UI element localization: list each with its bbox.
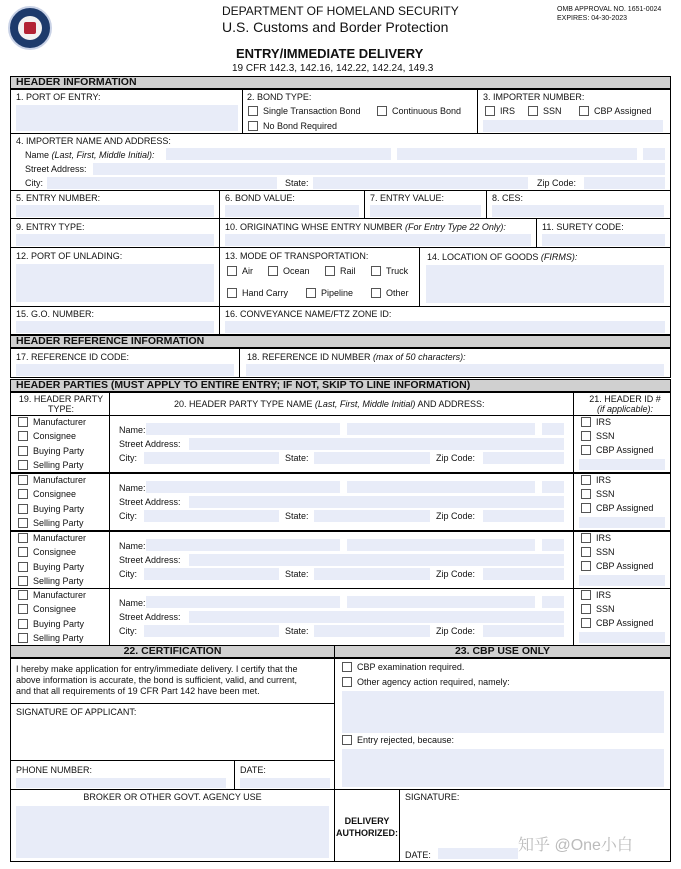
mode-rail-checkbox[interactable]: Rail bbox=[325, 266, 356, 276]
party-street-input[interactable] bbox=[189, 611, 564, 623]
party-zip-input[interactable] bbox=[483, 625, 564, 637]
port-of-entry-cell bbox=[10, 89, 243, 134]
importer-name-sublabel: Name (Last, First, Middle Initial): bbox=[25, 150, 155, 160]
party-cbp-checkbox[interactable]: CBP Assigned bbox=[581, 561, 653, 571]
phone-cell bbox=[10, 760, 235, 790]
entry-type-cell bbox=[10, 218, 220, 248]
party-first-name-input[interactable] bbox=[347, 423, 535, 435]
party-street-input[interactable] bbox=[189, 496, 564, 508]
party-mi-input[interactable] bbox=[542, 596, 564, 608]
ref-id-code-cell bbox=[10, 348, 240, 378]
importer-number-label: 3. IMPORTER NUMBER: bbox=[483, 92, 585, 102]
importer-mi-input[interactable] bbox=[643, 148, 665, 160]
party-ssn-checkbox[interactable]: SSN bbox=[581, 489, 615, 499]
party-state-input[interactable] bbox=[314, 452, 430, 464]
party-type-cell bbox=[10, 588, 110, 647]
cbp-date-label: DATE: bbox=[405, 850, 431, 860]
party-role-checkbox[interactable]: Manufacturer bbox=[18, 590, 86, 600]
watermark: 知乎 @One小白 bbox=[518, 837, 633, 854]
broker-cell bbox=[10, 789, 335, 862]
ces-label: 8. CES: bbox=[492, 193, 524, 203]
cbp-other-checkbox[interactable]: Other agency action required, namely: bbox=[342, 677, 510, 687]
party-cbp-checkbox[interactable]: CBP Assigned bbox=[581, 618, 653, 628]
party-role-checkbox[interactable]: Manufacturer bbox=[18, 475, 86, 485]
surety-input[interactable] bbox=[542, 234, 665, 246]
cbp-other-input[interactable] bbox=[342, 691, 664, 733]
importer-irs-checkbox[interactable]: IRS bbox=[485, 106, 515, 116]
party-role-checkbox[interactable]: Buying Party bbox=[18, 504, 84, 514]
party-address-cell: Name: Street Address: City: State: Zip Code: bbox=[109, 531, 574, 589]
importer-first-name-input[interactable] bbox=[397, 148, 637, 160]
party-role-checkbox[interactable]: Manufacturer bbox=[18, 417, 86, 427]
party-city-input[interactable] bbox=[144, 510, 279, 522]
orig-whse-label: 10. ORIGINATING WHSE ENTRY NUMBER (For Entry Type 22 Only): bbox=[225, 222, 506, 232]
form-title: ENTRY/IMMEDIATE DELIVERY bbox=[236, 46, 424, 61]
party-role-checkbox[interactable]: Selling Party bbox=[18, 633, 84, 643]
go-number-input[interactable] bbox=[16, 321, 214, 333]
delivery-label-1: DELIVERY bbox=[344, 816, 390, 826]
ces-input[interactable] bbox=[492, 205, 664, 217]
party-id-cell bbox=[573, 473, 671, 531]
phone-label: PHONE NUMBER: bbox=[16, 765, 93, 775]
port-unlading-label: 12. PORT OF UNLADING: bbox=[16, 251, 123, 261]
party-role-checkbox[interactable]: Buying Party bbox=[18, 446, 84, 456]
section-header-reference: HEADER REFERENCE INFORMATION bbox=[10, 335, 671, 348]
certification-text-cell bbox=[10, 658, 335, 704]
broker-input[interactable] bbox=[16, 806, 329, 858]
party-id-cell bbox=[573, 531, 671, 589]
mode-air-checkbox[interactable]: Air bbox=[227, 266, 253, 276]
importer-state-label: State: bbox=[285, 178, 309, 188]
party-street-input[interactable] bbox=[189, 554, 564, 566]
cbp-date-input[interactable] bbox=[438, 848, 518, 859]
section-header-information: HEADER INFORMATION bbox=[10, 76, 671, 89]
importer-city-label: City: bbox=[25, 178, 43, 188]
location-label: 14. LOCATION OF GOODS (FIRMS): bbox=[427, 252, 578, 262]
section-header-parties: HEADER PARTIES (MUST APPLY TO ENTIRE ENTRY; IF NOT, SKIP TO LINE INFORMATION) bbox=[10, 379, 671, 392]
cert-date-input[interactable] bbox=[240, 778, 330, 788]
party-irs-checkbox[interactable]: IRS bbox=[581, 533, 611, 543]
entry-type-input[interactable] bbox=[16, 234, 214, 246]
cert-date-label: DATE: bbox=[240, 765, 266, 775]
cert-line-1: I hereby make application for entry/immediate delivery. I certify that the bbox=[16, 664, 298, 674]
importer-number-cell bbox=[477, 89, 671, 134]
entry-value-label: 7. ENTRY VALUE: bbox=[370, 193, 445, 203]
port-unlading-cell bbox=[10, 247, 220, 307]
entry-value-input[interactable] bbox=[370, 205, 481, 217]
orig-whse-cell bbox=[219, 218, 537, 248]
signature-applicant-cell bbox=[10, 703, 335, 761]
port-of-entry-input[interactable] bbox=[16, 105, 238, 131]
agency-bureau: U.S. Customs and Border Protection bbox=[222, 19, 449, 35]
mode-cell bbox=[219, 247, 420, 307]
cbp-rejected-checkbox[interactable]: Entry rejected, because: bbox=[342, 735, 454, 745]
bond-type-cell bbox=[242, 89, 478, 134]
party-type-head: 19. HEADER PARTY TYPE: bbox=[10, 392, 110, 416]
importer-city-input[interactable] bbox=[47, 177, 277, 189]
importer-street-label: Street Address: bbox=[25, 164, 87, 174]
go-number-cell bbox=[10, 306, 220, 335]
form-cfr: 19 CFR 142.3, 142.16, 142.22, 142.24, 149.3 bbox=[232, 63, 434, 74]
mode-other-checkbox[interactable]: Other bbox=[371, 288, 409, 298]
party-role-checkbox[interactable]: Consignee bbox=[18, 604, 76, 614]
bond-none-checkbox[interactable]: No Bond Required bbox=[248, 121, 337, 131]
party-mi-input[interactable] bbox=[542, 539, 564, 551]
omb-expires: EXPIRES: 04-30-2023 bbox=[557, 15, 628, 22]
ref-id-number-input[interactable] bbox=[246, 364, 664, 376]
ref-id-code-label: 17. REFERENCE ID CODE: bbox=[16, 352, 130, 362]
importer-ssn-checkbox[interactable]: SSN bbox=[528, 106, 562, 116]
entry-number-input[interactable] bbox=[16, 205, 214, 217]
party-zip-input[interactable] bbox=[483, 510, 564, 522]
bond-value-input[interactable] bbox=[225, 205, 359, 217]
bond-value-label: 6. BOND VALUE: bbox=[225, 193, 295, 203]
conveyance-input[interactable] bbox=[225, 321, 665, 333]
signature-applicant-label: SIGNATURE OF APPLICANT: bbox=[16, 707, 137, 717]
dhs-seal-logo bbox=[8, 6, 52, 50]
party-ssn-checkbox[interactable]: SSN bbox=[581, 547, 615, 557]
entry-number-label: 5. ENTRY NUMBER: bbox=[16, 193, 101, 203]
orig-whse-input[interactable] bbox=[225, 234, 531, 246]
cert-line-2: above information is accurate, the bond is sufficient, valid, and current, bbox=[16, 675, 297, 685]
phone-input[interactable] bbox=[16, 778, 226, 788]
party-state-input[interactable] bbox=[314, 568, 430, 580]
cbp-rejected-input[interactable] bbox=[342, 749, 664, 787]
party-role-checkbox[interactable]: Selling Party bbox=[18, 460, 84, 470]
port-unlading-input[interactable] bbox=[16, 264, 214, 302]
party-role-checkbox[interactable]: Selling Party bbox=[18, 576, 84, 586]
cert-line-3: and that all requirements of 19 CFR Part 142 have been met. bbox=[16, 686, 260, 696]
party-first-name-input[interactable] bbox=[347, 539, 535, 551]
omb-approval: OMB APPROVAL NO. 1651-0024 bbox=[557, 6, 662, 13]
party-irs-checkbox[interactable]: IRS bbox=[581, 475, 611, 485]
party-last-name-input[interactable] bbox=[146, 423, 340, 435]
party-cbp-checkbox[interactable]: CBP Assigned bbox=[581, 445, 653, 455]
mode-ocean-checkbox[interactable]: Ocean bbox=[268, 266, 310, 276]
party-role-checkbox[interactable]: Manufacturer bbox=[18, 533, 86, 543]
party-city-input[interactable] bbox=[144, 452, 279, 464]
ref-id-number-cell bbox=[239, 348, 671, 378]
party-ssn-checkbox[interactable]: SSN bbox=[581, 604, 615, 614]
party-ssn-checkbox[interactable]: SSN bbox=[581, 431, 615, 441]
party-id-input[interactable] bbox=[579, 517, 665, 528]
party-irs-checkbox[interactable]: IRS bbox=[581, 590, 611, 600]
conveyance-cell bbox=[219, 306, 671, 335]
header-id-head: 21. HEADER ID # (if applicable): bbox=[573, 392, 671, 416]
party-first-name-input[interactable] bbox=[347, 596, 535, 608]
delivery-label-2: AUTHORIZED: bbox=[336, 828, 398, 838]
party-id-cell bbox=[573, 415, 671, 473]
party-address-cell: Name: Street Address: City: State: Zip Code: bbox=[109, 473, 574, 531]
party-role-checkbox[interactable]: Consignee bbox=[18, 489, 76, 499]
party-zip-input[interactable] bbox=[483, 452, 564, 464]
party-last-name-input[interactable] bbox=[146, 596, 340, 608]
ref-id-code-input[interactable] bbox=[16, 364, 234, 376]
party-type-cell bbox=[10, 415, 110, 473]
party-id-input[interactable] bbox=[579, 459, 665, 470]
entry-value-cell bbox=[364, 190, 487, 219]
surety-label: 11. SURETY CODE: bbox=[542, 222, 624, 232]
party-name-head: 20. HEADER PARTY TYPE NAME (Last, First, Middle Initial) AND ADDRESS: bbox=[109, 392, 574, 416]
ref-id-number-label: 18. REFERENCE ID NUMBER (max of 50 characters): bbox=[247, 352, 466, 362]
party-type-cell bbox=[10, 473, 110, 531]
party-last-name-input[interactable] bbox=[146, 539, 340, 551]
location-input[interactable] bbox=[426, 265, 664, 303]
party-first-name-input[interactable] bbox=[347, 481, 535, 493]
mode-label: 13. MODE OF TRANSPORTATION: bbox=[225, 251, 369, 261]
importer-name-label: 4. IMPORTER NAME AND ADDRESS: bbox=[16, 136, 171, 146]
mode-truck-checkbox[interactable]: Truck bbox=[371, 266, 408, 276]
importer-number-input[interactable] bbox=[483, 120, 663, 132]
go-number-label: 15. G.O. NUMBER: bbox=[16, 309, 95, 319]
bond-value-cell bbox=[219, 190, 365, 219]
party-mi-input[interactable] bbox=[542, 481, 564, 493]
entry-type-label: 9. ENTRY TYPE: bbox=[16, 222, 85, 232]
party-type-cell bbox=[10, 531, 110, 589]
mode-pipeline-checkbox[interactable]: Pipeline bbox=[306, 288, 353, 298]
surety-cell bbox=[536, 218, 671, 248]
bond-single-checkbox[interactable]: Single Transaction Bond bbox=[248, 106, 361, 116]
party-id-input[interactable] bbox=[579, 632, 665, 643]
cert-date-cell bbox=[234, 760, 335, 790]
importer-street-input[interactable] bbox=[93, 163, 665, 175]
broker-label: BROKER OR OTHER GOVT. AGENCY USE bbox=[83, 792, 262, 802]
mode-handcarry-checkbox[interactable]: Hand Carry bbox=[227, 288, 288, 298]
port-of-entry-label: 1. PORT OF ENTRY: bbox=[16, 92, 101, 102]
party-id-input[interactable] bbox=[579, 575, 665, 586]
importer-name-cell bbox=[10, 133, 671, 191]
party-city-input[interactable] bbox=[144, 625, 279, 637]
bond-type-label: 2. BOND TYPE: bbox=[247, 92, 312, 102]
conveyance-label: 16. CONVEYANCE NAME/FTZ ZONE ID: bbox=[225, 309, 392, 319]
party-id-cell bbox=[573, 588, 671, 647]
importer-state-input[interactable] bbox=[313, 177, 528, 189]
importer-zip-input[interactable] bbox=[584, 177, 665, 189]
importer-zip-label: Zip Code: bbox=[537, 178, 577, 188]
party-street-input[interactable] bbox=[189, 438, 564, 450]
party-state-input[interactable] bbox=[314, 510, 430, 522]
location-cell bbox=[419, 247, 671, 307]
party-mi-input[interactable] bbox=[542, 423, 564, 435]
party-irs-checkbox[interactable]: IRS bbox=[581, 417, 611, 427]
party-role-checkbox[interactable]: Selling Party bbox=[18, 518, 84, 528]
importer-cbp-checkbox[interactable]: CBP Assigned bbox=[579, 106, 651, 116]
section-certification: 22. CERTIFICATION bbox=[10, 645, 335, 658]
agency-dept: DEPARTMENT OF HOMELAND SECURITY bbox=[222, 4, 459, 18]
party-address-cell: Name: Street Address: City: State: Zip Code: bbox=[109, 415, 574, 473]
importer-last-name-input[interactable] bbox=[166, 148, 391, 160]
cbp-exam-checkbox[interactable]: CBP examination required. bbox=[342, 662, 464, 672]
party-zip-input[interactable] bbox=[483, 568, 564, 580]
party-cbp-checkbox[interactable]: CBP Assigned bbox=[581, 503, 653, 513]
bond-continuous-checkbox[interactable]: Continuous Bond bbox=[377, 106, 461, 116]
party-role-checkbox[interactable]: Buying Party bbox=[18, 562, 84, 572]
party-role-checkbox[interactable]: Consignee bbox=[18, 431, 76, 441]
party-address-cell: Name: Street Address: City: State: Zip Code: bbox=[109, 588, 574, 647]
party-role-checkbox[interactable]: Consignee bbox=[18, 547, 76, 557]
section-cbp-use: 23. CBP USE ONLY bbox=[334, 645, 671, 658]
cbp-signature-label: SIGNATURE: bbox=[405, 792, 460, 802]
entry-number-cell bbox=[10, 190, 220, 219]
party-last-name-input[interactable] bbox=[146, 481, 340, 493]
party-state-input[interactable] bbox=[314, 625, 430, 637]
party-role-checkbox[interactable]: Buying Party bbox=[18, 619, 84, 629]
cbp-use-cell bbox=[334, 658, 671, 790]
party-city-input[interactable] bbox=[144, 568, 279, 580]
ces-cell bbox=[486, 190, 671, 219]
delivery-authorized-cell bbox=[334, 789, 400, 862]
